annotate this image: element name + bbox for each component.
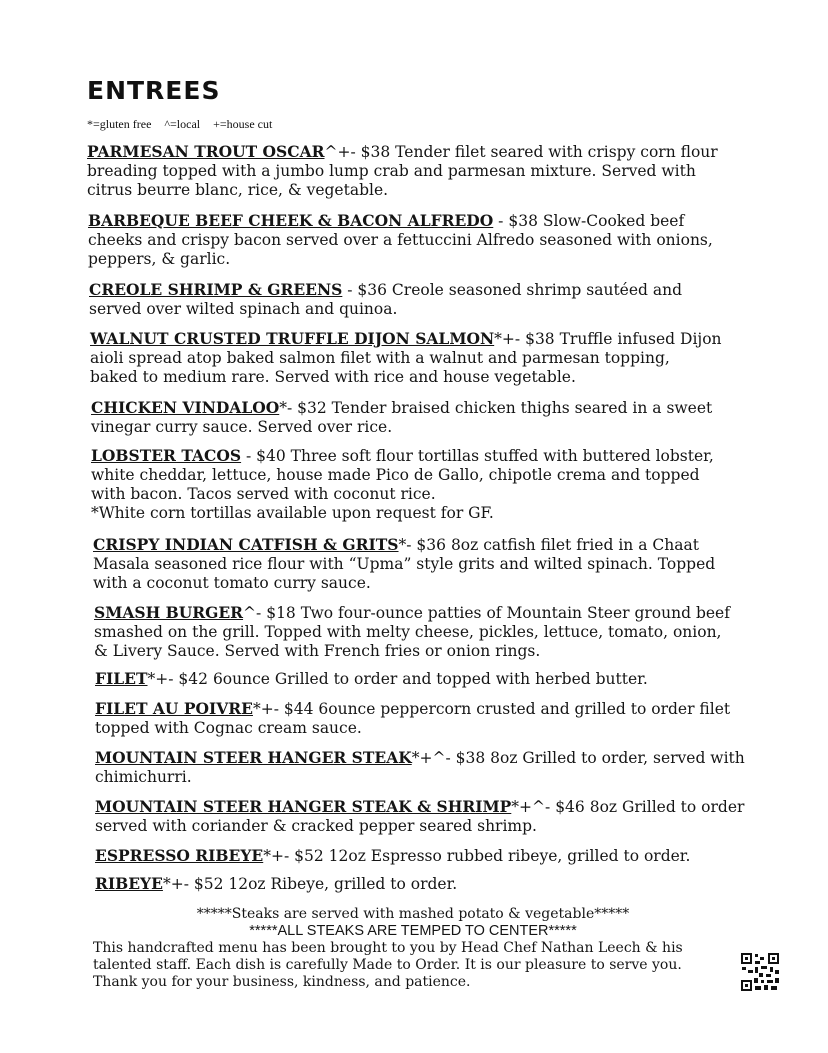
entree-item: [93, 535, 743, 593]
steak-sides-note: *****Steaks are served with mashed potato & vegetable*****: [196, 906, 630, 922]
entree-text: with a coconut tomato curry sauce.: [93, 574, 371, 592]
entree-item: [88, 211, 738, 269]
entree-description-line: [90, 349, 740, 368]
entree-description-line: [95, 669, 745, 689]
entree-text: peppers, & garlic.: [88, 250, 231, 268]
entree-item: [94, 603, 744, 661]
entree-dietary-marks: *+: [494, 330, 515, 348]
entree-text: & Livery Sauce. Served with French fries or onion rings.: [94, 642, 541, 660]
entree-name: BARBEQUE BEEF CHEEK & BACON ALFREDO: [88, 211, 494, 230]
entree-description-line: [91, 466, 741, 485]
entree-description-line: [94, 623, 744, 642]
entree-text: smashed on the grill. Topped with melty cheese, pickles, lettuce, tomato, onion,: [94, 623, 722, 641]
entree-description-line: [93, 535, 743, 555]
menu-footer: [93, 906, 733, 991]
entree-name: MOUNTAIN STEER HANGER STEAK & SHRIMP: [95, 797, 512, 816]
legend-local: ^=local: [164, 117, 201, 131]
entree-item: [90, 329, 740, 387]
entree-text: breading topped with a jumbo lump crab and parmesan mixture. Served with: [87, 162, 696, 180]
entree-description-line: [88, 231, 738, 250]
entree-name: WALNUT CRUSTED TRUFFLE DIJON SALMON: [90, 329, 495, 348]
entree-dietary-marks: ^: [243, 604, 257, 622]
entree-name: SMASH BURGER: [94, 603, 244, 622]
entree-dietary-marks: *: [279, 399, 287, 417]
entree-name: MOUNTAIN STEER HANGER STEAK: [95, 748, 412, 767]
entree-dietary-marks: *+: [147, 670, 169, 688]
entree-text: aioli spread atop baked salmon filet with a walnut and parmesan topping,: [90, 349, 670, 367]
entree-description-line: [91, 485, 741, 504]
entree-dietary-marks: *+: [162, 875, 184, 893]
entree-description-line: [95, 768, 745, 787]
entree-description-line: [95, 699, 745, 719]
entree-dietary-marks: *+: [252, 700, 274, 718]
entree-description-line: [87, 181, 737, 200]
entree-description-line: [89, 280, 739, 300]
entree-text: white cheddar, lettuce, house made Pico de Gallo, chipotle crema and topped: [91, 466, 700, 484]
entree-name: ESPRESSO RIBEYE: [95, 846, 264, 865]
entree-item: [95, 699, 745, 738]
entree-name: CREOLE SHRIMP & GREENS: [89, 280, 343, 299]
entree-text: - $18 Two four-ounce patties of Mountain Steer ground beef: [256, 604, 730, 622]
entree-text: - $36 8oz catfish filet fried in a Chaat: [406, 536, 699, 554]
entree-text: *White corn tortillas available upon request for GF.: [91, 504, 494, 522]
entree-item: [95, 748, 745, 787]
entree-text: - $42 6ounce Grilled to order and topped with herbed butter.: [168, 670, 648, 688]
entree-description-line: [93, 555, 743, 574]
entree-description-line: [87, 142, 737, 162]
entree-description-line: [89, 300, 739, 319]
entree-text: vinegar curry sauce. Served over rice.: [91, 418, 393, 436]
entree-text: served over wilted spinach and quinoa.: [89, 300, 398, 318]
entree-name: RIBEYE: [95, 874, 163, 893]
entree-description-line: [91, 398, 741, 418]
entree-item: [95, 874, 745, 894]
entree-description-line: [90, 368, 740, 387]
entree-text: with bacon. Tacos served with coconut rice.: [91, 485, 436, 503]
entree-description-line: [94, 603, 744, 623]
entree-text: cheeks and crispy bacon served over a fettuccini Alfredo seasoned with onions,: [88, 231, 713, 249]
entree-description-line: [88, 250, 738, 269]
entree-text: - $44 6ounce peppercorn crusted and grilled to order filet: [273, 700, 731, 718]
entree-description-line: [88, 211, 738, 231]
entree-name: LOBSTER TACOS: [91, 446, 242, 465]
entree-item: [95, 846, 745, 866]
entree-description-line: [94, 642, 744, 661]
entree-item: [89, 280, 739, 319]
entree-text: topped with Cognac cream sauce.: [95, 719, 362, 737]
entree-description-line: [90, 329, 740, 349]
entree-item: [87, 142, 737, 200]
entree-name: FILET: [95, 669, 148, 688]
entree-text: - $36 Creole seasoned shrimp sautéed and: [342, 281, 683, 299]
steak-temp-note: *****ALL STEAKS ARE TEMPED TO CENTER*****: [249, 923, 577, 939]
entree-text: served with coriander & cracked pepper seared shrimp.: [95, 817, 537, 835]
chef-message-line: This handcrafted menu has been brought to you by Head Chef Nathan Leech & his: [93, 940, 683, 956]
entree-text: - $38 Slow-Cooked beef: [493, 212, 685, 230]
entree-description-line: [95, 817, 745, 836]
entree-dietary-marks: ^+: [324, 143, 351, 161]
entree-name: FILET AU POIVRE: [95, 699, 253, 718]
entree-description-line: [95, 846, 745, 866]
entree-description-line: [93, 574, 743, 593]
entree-text: - $38 Truffle infused Dijon: [514, 330, 722, 348]
entree-description-line: [91, 446, 741, 466]
entree-text: - $52 12oz Ribeye, grilled to order.: [183, 875, 458, 893]
entree-text: - $46 8oz Grilled to order: [545, 798, 745, 816]
entree-description-line: [91, 504, 741, 523]
entree-text: baked to medium rare. Served with rice and house vegetable.: [90, 368, 576, 386]
entree-name: PARMESAN TROUT OSCAR: [87, 142, 325, 161]
entree-text: chimichurri.: [95, 768, 192, 786]
entree-text: citrus beurre blanc, rice, & vegetable.: [87, 181, 389, 199]
page-title: ENTREES: [87, 76, 221, 105]
dietary-legend: [87, 117, 282, 132]
entree-text: - $38 8oz Grilled to order, served with: [445, 749, 745, 767]
entree-name: CHICKEN VINDALOO: [91, 398, 280, 417]
chef-message-line: talented staff. Each dish is carefully Made to Order. It is our pleasure to serve you.: [93, 957, 682, 973]
entree-name: CRISPY INDIAN CATFISH & GRITS: [93, 535, 399, 554]
entree-dietary-marks: *+^: [511, 798, 546, 816]
entree-description-line: [95, 719, 745, 738]
legend-gluten-free: *=gluten free: [87, 117, 152, 131]
entree-text: Masala seasoned rice flour with “Upma” style grits and wilted spinach. Topped: [93, 555, 716, 573]
entree-text: - $32 Tender braised chicken thighs seared in a sweet: [286, 399, 713, 417]
entree-dietary-marks: *+^: [411, 749, 446, 767]
entree-text: - $40 Three soft flour tortillas stuffed with buttered lobster,: [241, 447, 714, 465]
legend-house-cut: +=house cut: [213, 117, 273, 131]
entree-item: [91, 398, 741, 437]
entree-description-line: [95, 748, 745, 768]
entree-dietary-marks: *: [398, 536, 407, 554]
entree-text: - $38 Tender filet seared with crispy corn flour: [350, 143, 718, 161]
entree-dietary-marks: *+: [263, 847, 284, 865]
qr-code-icon[interactable]: [740, 952, 780, 992]
entree-item: [91, 446, 741, 523]
entree-description-line: [91, 418, 741, 437]
entree-description-line: [95, 797, 745, 817]
entree-description-line: [87, 162, 737, 181]
chef-message-line: Thank you for your business, kindness, and patience.: [93, 974, 471, 990]
entree-text: - $52 12oz Espresso rubbed ribeye, grilled to order.: [283, 847, 691, 865]
entree-description-line: [95, 874, 745, 894]
entree-item: [95, 669, 745, 689]
entree-item: [95, 797, 745, 836]
